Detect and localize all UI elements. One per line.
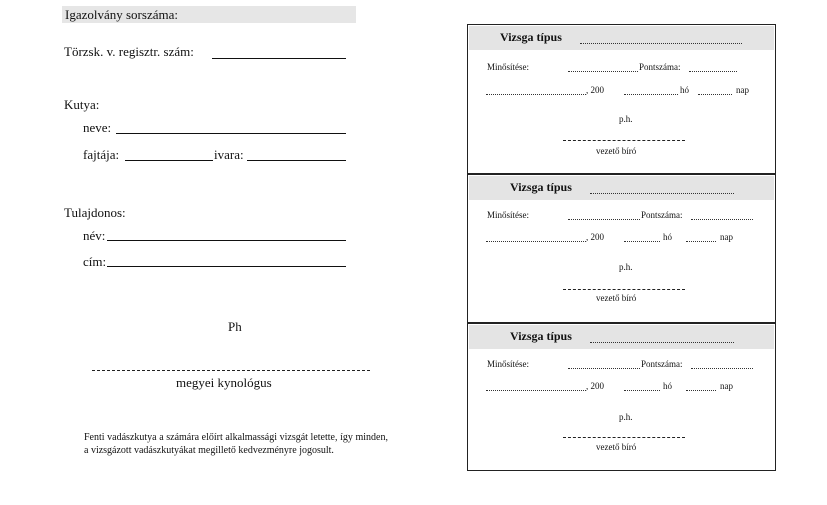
points-field[interactable] [691, 219, 753, 220]
qualification-label: Minősítése: [487, 210, 529, 220]
stamp-label: p.h. [619, 412, 633, 422]
exam-type-label: Vizsga típus [500, 30, 562, 44]
points-field[interactable] [691, 368, 753, 369]
month-label: hó [663, 232, 672, 242]
points-label: Pontszáma: [639, 62, 681, 72]
stamp-label: p.h. [619, 262, 633, 272]
day-label: nap [720, 232, 733, 242]
dog-sex-field[interactable] [247, 160, 346, 161]
exam-type-field[interactable] [590, 342, 734, 343]
month-label: hó [680, 85, 689, 95]
judge-signature-line[interactable] [563, 140, 685, 141]
qualification-field[interactable] [568, 219, 640, 220]
month-field[interactable] [624, 390, 660, 391]
day-field[interactable] [698, 94, 732, 95]
qualification-field[interactable] [568, 71, 638, 72]
year-prefix: , 200 [586, 232, 604, 242]
owner-section-label: Tulajdonos: [64, 205, 126, 220]
year-prefix: , 200 [586, 85, 604, 95]
signatory-label: megyei kynológus [176, 375, 272, 390]
month-field[interactable] [624, 94, 678, 95]
exam-type-field[interactable] [580, 43, 742, 44]
exam-box-3 [467, 323, 776, 471]
place-field[interactable] [486, 390, 586, 391]
judge-label: vezető bíró [596, 442, 637, 452]
judge-label: vezető bíró [596, 146, 637, 156]
dog-name-label: neve: [83, 120, 112, 135]
owner-address-label: cím: [83, 254, 107, 269]
qualification-label: Minősítése: [487, 359, 529, 369]
exam-box-1 [467, 24, 776, 174]
day-field[interactable] [686, 241, 716, 242]
month-field[interactable] [624, 241, 660, 242]
exam-type-label: Vizsga típus [510, 329, 572, 343]
statement-text: Fenti vadászkutya a számára előírt alkalmassági vizsgát letette, így minden, a vizsgázott vadászkutyákat megillető kedvezményre jogosult. [84, 432, 388, 456]
points-label: Pontszáma: [641, 210, 683, 220]
dog-section-label: Kutya: [64, 97, 100, 112]
registry-number-field[interactable] [212, 58, 346, 59]
dog-name-field[interactable] [116, 133, 346, 134]
place-field[interactable] [486, 241, 586, 242]
judge-signature-line[interactable] [563, 437, 685, 438]
day-field[interactable] [686, 390, 716, 391]
dog-breed-field[interactable] [125, 160, 213, 161]
qualification-field[interactable] [568, 368, 640, 369]
judge-label: vezető bíró [596, 293, 637, 303]
owner-name-field[interactable] [107, 240, 346, 241]
year-prefix: , 200 [586, 381, 604, 391]
points-field[interactable] [689, 71, 737, 72]
signature-line[interactable] [92, 370, 370, 371]
points-label: Pontszáma: [641, 359, 683, 369]
exam-type-label: Vizsga típus [510, 180, 572, 194]
owner-address-field[interactable] [107, 266, 346, 267]
stamp-label: Ph [228, 319, 242, 334]
dog-sex-label: ivara: [214, 147, 244, 162]
owner-name-label: név: [83, 228, 106, 243]
exam-type-field[interactable] [590, 193, 734, 194]
place-field[interactable] [486, 94, 586, 95]
exam-box-2 [467, 174, 776, 323]
judge-signature-line[interactable] [563, 289, 685, 290]
day-label: nap [736, 85, 749, 95]
registry-number-label: Törzsk. v. regisztr. szám: [64, 44, 194, 59]
month-label: hó [663, 381, 672, 391]
dog-breed-label: fajtája: [83, 147, 120, 162]
day-label: nap [720, 381, 733, 391]
serial-number-label: Igazolvány sorszáma: [62, 6, 356, 23]
stamp-label: p.h. [619, 114, 633, 124]
qualification-label: Minősítése: [487, 62, 529, 72]
